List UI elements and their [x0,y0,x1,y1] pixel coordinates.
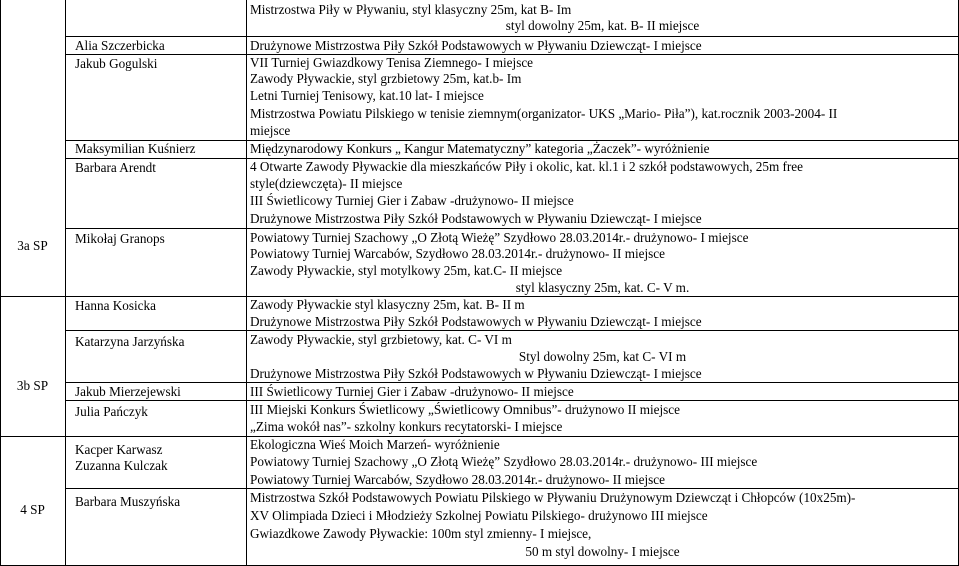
school-class-label: 4 SP [20,502,45,517]
row-divider [66,382,958,383]
row-divider [66,400,958,401]
achievement-line: Styl dowolny 25m, kat C- VI m [518,349,687,364]
student-name: Barbara Muszyńska [75,494,181,509]
achievement-line: Drużynowe Mistrzostwa Piły Szkół Podstawowych w Pływaniu Dziewcząt- I miejsce [250,314,702,329]
achievement-line: III Świetlicowy Turniej Gier i Zabaw -drużynowo- II miejsce [250,384,574,399]
achievement-line: Zawody Pływackie, styl motylkowy 25m, kat.C- II miejsce [250,263,563,278]
achievement-line: Powiatowy Turniej Warcabów, Szydłowo 28.03.2014r.- drużynowo- II miejsce [250,472,666,487]
table-border-left [0,0,1,566]
student-name: Katarzyna Jarzyńska [75,334,185,349]
student-name: Maksymilian Kuśnierz [75,141,196,156]
achievement-line: 50 m styl dowolny- I miejsce [525,544,680,559]
table-border-student-column [246,0,247,566]
achievement-line: XV Olimpiada Dzieci i Młodzieży Szkolnej Powiatu Pilskiego- drużynowo III miejsce [250,508,708,523]
achievement-line: „Zima wokół nas”- szkolny konkurs recytatorski- I miejsce [250,419,563,434]
achievement-line: VII Turniej Gwiazdkowy Tenisa Ziemnego- I miejsce [250,55,534,70]
student-name: Barbara Arendt [75,160,156,175]
student-name: Mikołaj Granops [75,231,165,246]
row-divider [66,228,958,229]
achievement-line: Gwiazdkowe Zawody Pływackie: 100m styl zmienny- I miejsce, [250,526,592,541]
row-divider [66,488,958,489]
achievement-line: style(dziewczęta)- II miejsce [250,176,403,191]
student-name: Alia Szczerbicka [75,38,165,53]
school-class-label: 3a SP [17,238,48,253]
row-divider [66,36,958,37]
student-name: Jakub Gogulski [75,56,158,71]
achievement-line: Drużynowe Mistrzostwa Piły Szkół Podstawowych w Pływaniu Dziewcząt- I miejsce [250,38,702,53]
achievement-line: Drużynowe Mistrzostwa Piły Szkół Podstawowych w Pływaniu Dziewcząt- I miejsce [250,366,702,381]
achievement-line: miejsce [250,123,291,138]
student-name: Kacper Karwasz [75,442,163,457]
achievement-line: Powiatowy Turniej Szachowy „O Złotą Wieżę” Szydłowo 28.03.2014r.- drużynowo- III miejsce [250,454,758,469]
table-border-school-column [65,0,66,566]
achievement-line: Letni Turniej Tenisowy, kat.10 lat- I miejsce [250,88,484,103]
achievement-line: Ekologiczna Wieś Moich Marzeń- wyróżnienie [250,437,500,452]
achievement-line: Mistrzostwa Powiatu Pilskiego w tenisie ziemnym(organizator- UKS „Mario- Piła”), kat.rocznik 2003-2004- II [250,106,838,121]
achievement-line: Zawody Pływackie, styl grzbietowy 25m, kat.b- Im [250,71,522,86]
achievement-line: Powiatowy Turniej Warcabów, Szydłowo 28.03.2014r.- drużynowo- II miejsce [250,246,666,261]
achievement-line: Mistrzostwa Piły w Pływaniu, styl klasyczny 25m, kat B- Im [250,2,572,17]
achievement-line: Powiatowy Turniej Szachowy „O Złotą Wieżę” Szydłowo 28.03.2014r.- drużynowo- I miejsce [250,230,749,245]
achievement-line: styl dowolny 25m, kat. B- II miejsce [505,18,700,33]
student-name: Zuzanna Kulczak [75,458,168,473]
achievement-line: Mistrzostwa Szkół Podstawowych Powiatu Pilskiego w Pływaniu Drużynowym Dziewcząt i Chłopców (10x25m)- [250,490,856,505]
achievement-line: styl klasyczny 25m, kat. C- V m. [515,280,690,295]
school-class-label: 3b SP [16,378,49,393]
student-name: Jakub Mierzejewski [75,384,181,399]
achievement-line: Zawody Pływackie, styl grzbietowy, kat. C- VI m [250,332,512,347]
achievement-line: Międzynarodowy Konkurs „ Kangur Matematyczny” kategoria „Żaczek”- wyróżnienie [250,141,710,156]
achievement-line: Zawody Pływackie styl klasyczny 25m, kat. B- II m [250,297,525,312]
achievement-line: III Miejski Konkurs Świetlicowy „Świetlicowy Omnibus”- drużynowo II miejsce [250,402,680,417]
student-name: Hanna Kosicka [75,298,156,313]
achievement-line: 4 Otwarte Zawody Pływackie dla mieszkańców Piły i okolic, kat. kl.1 i 2 szkół podstawowych, 25m free [250,159,804,174]
achievement-line: III Świetlicowy Turniej Gier i Zabaw -drużynowo- II miejsce [250,193,574,208]
row-divider [66,330,958,331]
student-name: Julia Pańczyk [75,404,148,419]
achievement-line: Drużynowe Mistrzostwa Piły Szkół Podstawowych w Pływaniu Dziewcząt- I miejsce [250,211,702,226]
